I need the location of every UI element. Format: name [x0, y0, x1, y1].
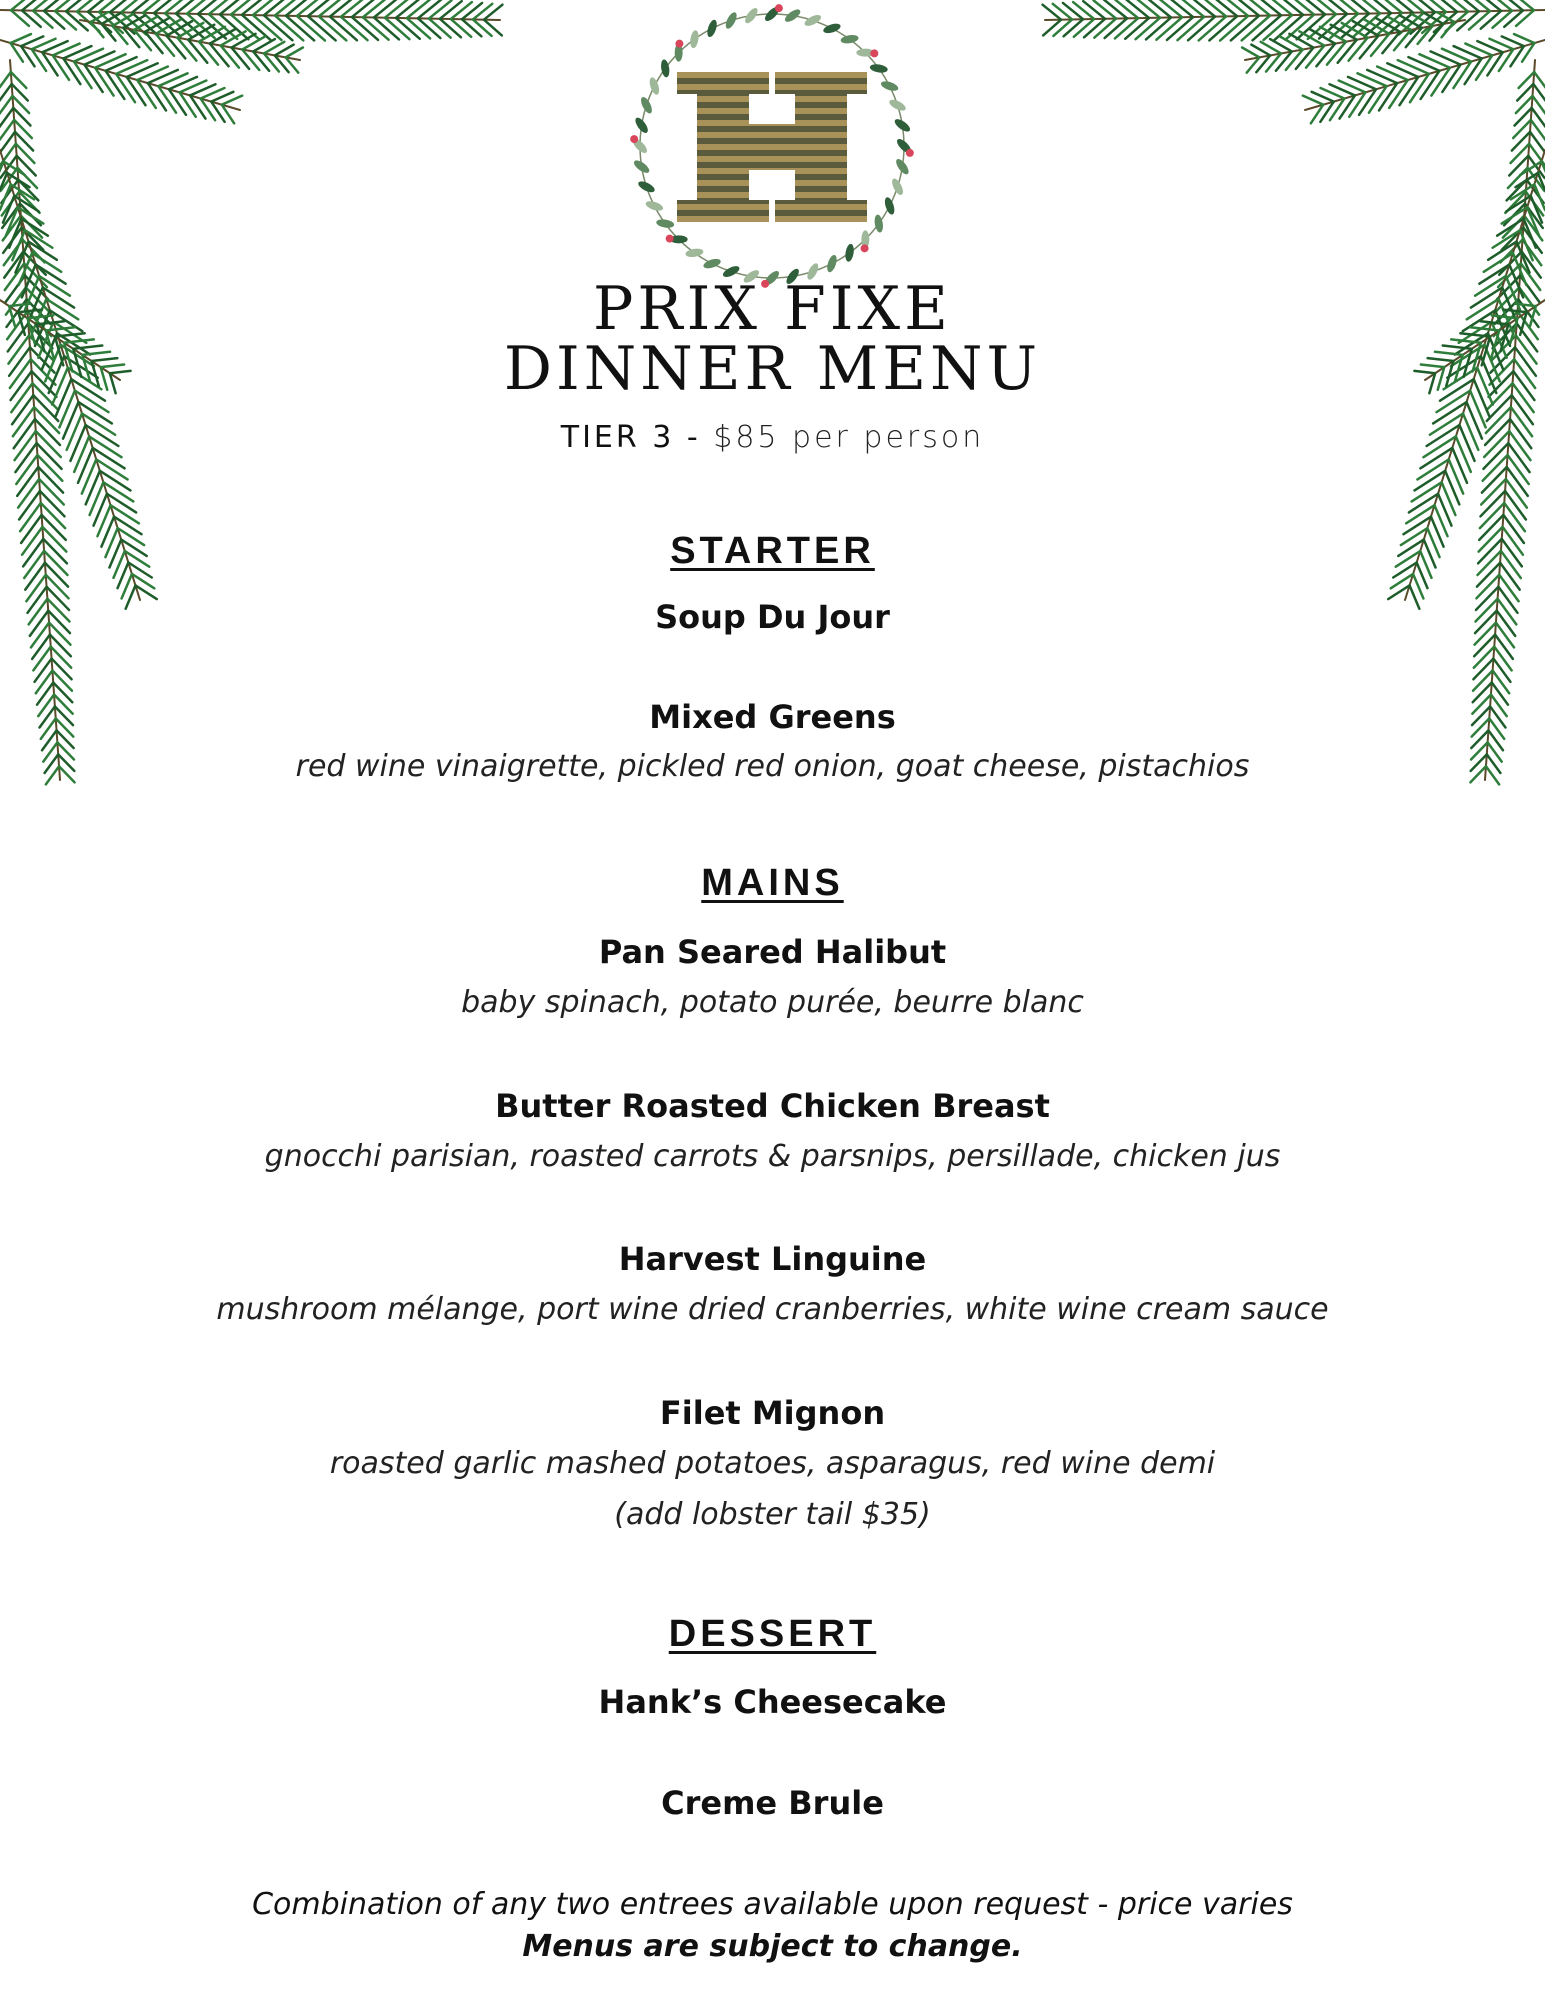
dish-name: Harvest Linguine: [618, 1240, 927, 1278]
dish-name: Filet Mignon: [659, 1394, 886, 1432]
dish-note: (add lobster tail $35): [614, 1497, 931, 1532]
section-heading-dessert: DESSERT: [668, 1613, 877, 1655]
wreath-h-logo: [617, 4, 927, 288]
tier-pricing: [0, 420, 1545, 455]
dish-description: red wine vinaigrette, pickled red onion, goat cheese, pistachios: [295, 749, 1250, 784]
dish-name: Mixed Greens: [649, 698, 896, 736]
dish-description: roasted garlic mashed potatoes, asparagus, red wine demi: [329, 1446, 1216, 1481]
pine-branch-right-decoration: [1025, 0, 1545, 800]
tier-price: $85 per person: [713, 420, 985, 455]
dish-description: baby spinach, potato purée, beurre blanc: [461, 985, 1084, 1020]
h-letter-icon: [677, 72, 867, 222]
dish-name: Hank’s Cheesecake: [598, 1683, 947, 1721]
footer-note: Combination of any two entrees available upon request - price varies: [252, 1887, 1293, 1922]
dish-name: Soup Du Jour: [655, 598, 890, 636]
tier-label: TIER 3 -: [560, 420, 714, 455]
menu-title-line1: PRIX FIXE: [593, 274, 952, 344]
menu-title-line2: DINNER MENU: [503, 334, 1042, 404]
footer-disclaimer: Menus are subject to change.: [522, 1929, 1023, 1964]
dish-description: gnocchi parisian, roasted carrots & parsnips, persillade, chicken jus: [264, 1139, 1281, 1174]
pine-branch-left-decoration: [0, 0, 520, 800]
section-heading-starter: STARTER: [670, 530, 875, 572]
dish-name: Creme Brule: [661, 1784, 884, 1822]
dish-name: Butter Roasted Chicken Breast: [495, 1087, 1050, 1125]
section-heading-mains: MAINS: [701, 862, 844, 904]
dish-name: Pan Seared Halibut: [598, 933, 947, 971]
dish-description: mushroom mélange, port wine dried cranberries, white wine cream sauce: [216, 1292, 1329, 1327]
